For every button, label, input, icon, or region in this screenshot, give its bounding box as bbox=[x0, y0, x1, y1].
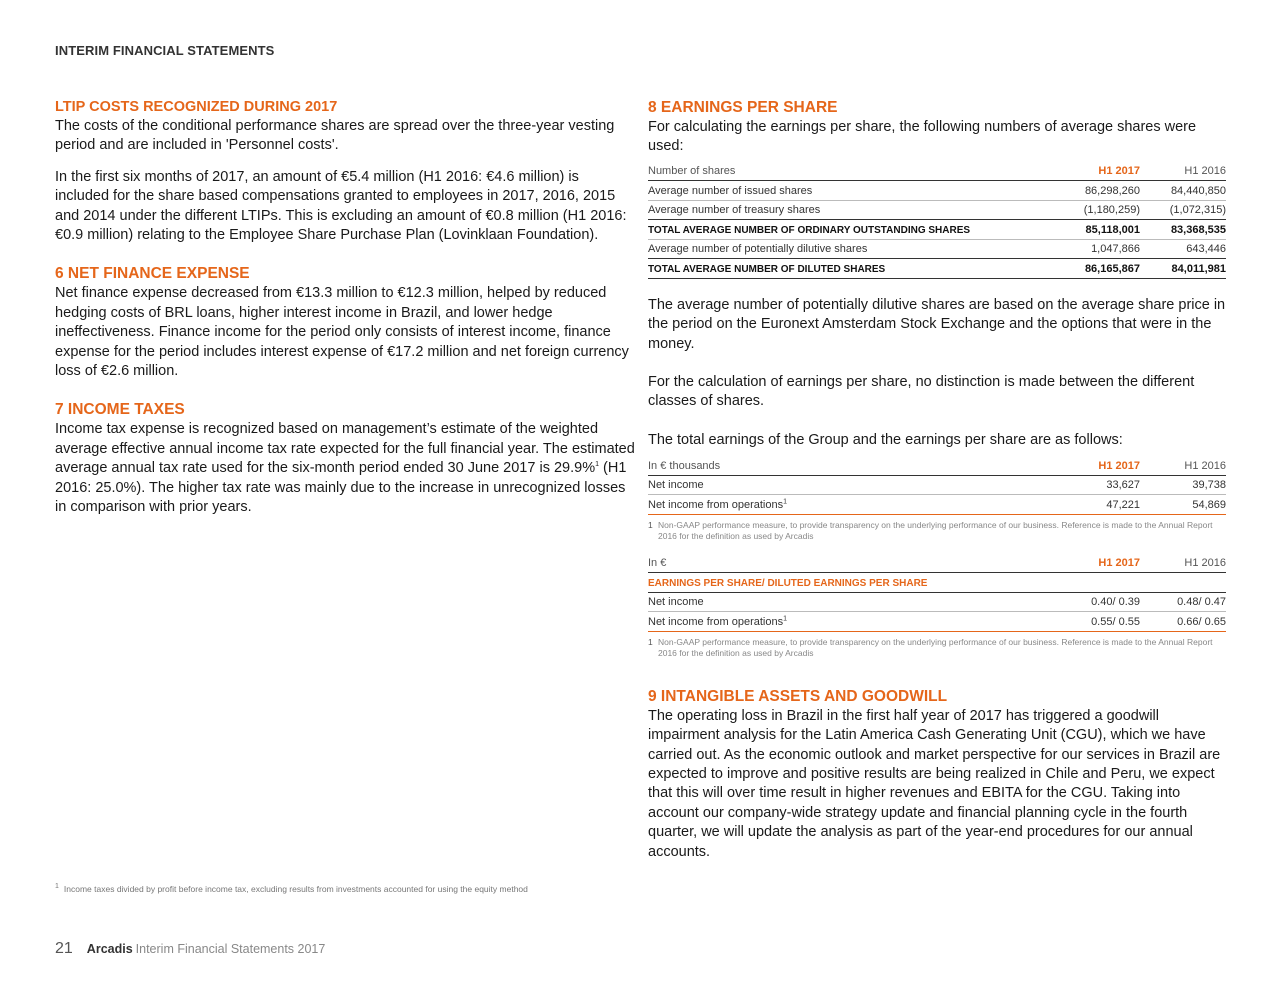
table-cell: Net income bbox=[648, 475, 1060, 495]
table-header-row bbox=[648, 455, 1226, 475]
row-label: Net income from operations bbox=[648, 615, 784, 628]
table-cell bbox=[648, 612, 1060, 632]
table-cell: 83,368,535 bbox=[1140, 220, 1226, 240]
net-finance-heading: 6 NET FINANCE EXPENSE bbox=[55, 265, 250, 283]
shares-table bbox=[648, 161, 1226, 279]
table-cell: 54,869 bbox=[1140, 495, 1226, 515]
table-cell: 86,165,867 bbox=[1060, 259, 1140, 279]
classes-paragraph: For the calculation of earnings per share, no distinction is made between the different classes of shares. bbox=[648, 374, 1195, 410]
income-taxes-heading: 7 INCOME TAXES bbox=[55, 401, 185, 419]
table-row bbox=[648, 239, 1226, 259]
table-section-row bbox=[648, 573, 1226, 593]
earnings-table bbox=[648, 455, 1226, 515]
table-cell: (1,180,259) bbox=[1060, 200, 1140, 220]
table-cell: Average number of issued shares bbox=[648, 181, 1060, 201]
table-cell: 0.55/ 0.55 bbox=[1060, 612, 1140, 632]
table-row bbox=[648, 259, 1226, 279]
table-cell: Net income bbox=[648, 592, 1060, 612]
footnote-marker: 1 bbox=[648, 519, 653, 530]
footnote-text: Non-GAAP performance measure, to provide transparency on the underlying performance of our business. Reference is made to the Annual Report 2016 for the definition as used by Arcadis bbox=[658, 519, 1213, 541]
table-header-cell: In € bbox=[648, 557, 667, 570]
ltip-paragraph-1: The costs of the conditional performance shares are spread over the three-year vesting period and are included in 'Personnel costs'. bbox=[55, 118, 615, 154]
table-cell: TOTAL AVERAGE NUMBER OF DILUTED SHARES bbox=[648, 259, 1060, 279]
table-cell: Average number of treasury shares bbox=[648, 200, 1060, 220]
total-earnings-paragraph: The total earnings of the Group and the earnings per share are as follows: bbox=[648, 431, 1123, 448]
income-taxes-text-b: (H1 2016: 25.0%). The higher tax rate was mainly due to the increase in unrecognized losses in comparison with prior years. bbox=[55, 460, 627, 516]
page-footnote bbox=[55, 884, 528, 894]
table-row bbox=[648, 220, 1226, 240]
table-cell: Average number of potentially dilutive shares bbox=[648, 239, 1060, 259]
table-footnote bbox=[648, 637, 1226, 659]
table-cell: 0.66/ 0.65 bbox=[1140, 612, 1226, 632]
table-header-cell: H1 2017 bbox=[1098, 557, 1140, 570]
table-cell: 47,221 bbox=[1060, 495, 1140, 515]
intangible-assets-paragraph: The operating loss in Brazil in the first half year of 2017 has triggered a goodwill impairment analysis for the Latin America Cash Generating Unit (CGU), which we have carried out. As the economic outlook and market perspective for our services in Brazil are expected to improve and positive results are being realized in Chile and Peru, we expect that this will over time result in higher revenues and EBITA for the CGU. Taking into account our company-wide strategy update and financial planning cycle in the fourth quarter, we will update the analysis as part of the year-end procedures for our annual accounts. bbox=[648, 707, 1221, 860]
table-header-cell: H1 2016 bbox=[1184, 459, 1226, 472]
page-header: INTERIM FINANCIAL STATEMENTS bbox=[55, 43, 275, 58]
income-taxes-paragraph bbox=[55, 420, 635, 517]
table-cell: 0.48/ 0.47 bbox=[1140, 592, 1226, 612]
table-header-row bbox=[648, 553, 1226, 573]
table-header-cell: H1 2016 bbox=[1184, 165, 1226, 178]
table-cell: 86,298,260 bbox=[1060, 181, 1140, 201]
table-header-cell: In € thousands bbox=[648, 459, 721, 472]
table-cell: TOTAL AVERAGE NUMBER OF ORDINARY OUTSTANDING SHARES bbox=[648, 220, 1060, 240]
table-cell: 84,440,850 bbox=[1140, 181, 1226, 201]
table-cell: 85,118,001 bbox=[1060, 220, 1140, 240]
row-label: Net income from operations bbox=[648, 498, 784, 511]
intangible-assets-heading: 9 INTANGIBLE ASSETS AND GOODWILL bbox=[648, 687, 948, 705]
table-cell: 33,627 bbox=[1060, 475, 1140, 495]
document-title: Interim Financial Statements 2017 bbox=[135, 942, 326, 956]
ltip-heading: LTIP COSTS RECOGNIZED DURING 2017 bbox=[55, 99, 338, 115]
table-cell: 39,738 bbox=[1140, 475, 1226, 495]
table-cell bbox=[648, 495, 1060, 515]
table-header-cell: H1 2016 bbox=[1184, 557, 1226, 570]
table-header-row bbox=[648, 161, 1226, 181]
ltip-paragraph-2: In the first six months of 2017, an amount of €5.4 million (H1 2016: €4.6 million) is included for the share based compensations granted to employees in 2017, 2016, 2015 and 2014 under the different LTIPs. This is excluding an amount of €0.8 million (H1 2016: €0.9 million) relating to the Employee Share Purchase Plan (Lovinklaan Foundation). bbox=[55, 168, 627, 244]
table-cell: 643,446 bbox=[1140, 239, 1226, 259]
footnote-ref: 1 bbox=[783, 615, 788, 623]
table-row bbox=[648, 612, 1226, 632]
table-cell: 1,047,866 bbox=[1060, 239, 1140, 259]
table-cell: 0.40/ 0.39 bbox=[1060, 592, 1140, 612]
page-footer bbox=[55, 940, 325, 958]
table-cell: (1,072,315) bbox=[1140, 200, 1226, 220]
footnote-text: Non-GAAP performance measure, to provide transparency on the underlying performance of our business. Reference is made to the Annual Report 2016 for the definition as used by Arcadis bbox=[658, 636, 1213, 658]
left-column bbox=[55, 98, 635, 518]
table-section-label: EARNINGS PER SHARE/ DILUTED EARNINGS PER SHARE bbox=[648, 573, 1226, 593]
page-number: 21 bbox=[55, 940, 73, 957]
eps-heading: 8 EARNINGS PER SHARE bbox=[648, 99, 838, 116]
table-row bbox=[648, 181, 1226, 201]
footnote-ref: 1 bbox=[595, 461, 599, 469]
table-footnote bbox=[648, 520, 1226, 542]
eps-table bbox=[648, 553, 1226, 632]
income-taxes-text-a: Income tax expense is recognized based on management’s estimate of the weighted average effective annual income tax rate expected for the full financial year. The estimated average annual tax rate used for the six-month period ended 30 June 2017 is 29.9% bbox=[55, 421, 635, 477]
net-finance-paragraph: Net finance expense decreased from €13.3 million to €12.3 million, helped by reduced hedging costs of BRL loans, higher interest income in Brazil, and lower hedge ineffectiveness. Finance income for the period only consists of interest income, finance expense for the period includes interest expense of €17.2 million and net foreign currency loss of €2.6 million. bbox=[55, 285, 629, 380]
footnote-ref: 1 bbox=[783, 498, 788, 506]
dilutive-paragraph: The average number of potentially dilutive shares are based on the average share price in the period on the Euronext Amsterdam Stock Exchange and the options that were in the money. bbox=[648, 296, 1226, 352]
footnote-text: Income taxes divided by profit before income tax, excluding results from investments accounted for using the equity method bbox=[63, 884, 528, 894]
table-header-cell: H1 2017 bbox=[1098, 165, 1140, 178]
table-row bbox=[648, 592, 1226, 612]
table-header-cell: Number of shares bbox=[648, 165, 736, 178]
table-header-cell: H1 2017 bbox=[1098, 459, 1140, 472]
brand-name: Arcadis bbox=[86, 942, 133, 956]
table-row bbox=[648, 200, 1226, 220]
footnote-marker: 1 bbox=[648, 636, 653, 647]
table-row bbox=[648, 495, 1226, 515]
right-column bbox=[648, 98, 1226, 862]
table-row bbox=[648, 475, 1226, 495]
table-cell: 84,011,981 bbox=[1140, 259, 1226, 279]
footnote-marker: 1 bbox=[55, 883, 59, 891]
eps-intro: For calculating the earnings per share, the following numbers of average shares were used: bbox=[648, 119, 1197, 155]
